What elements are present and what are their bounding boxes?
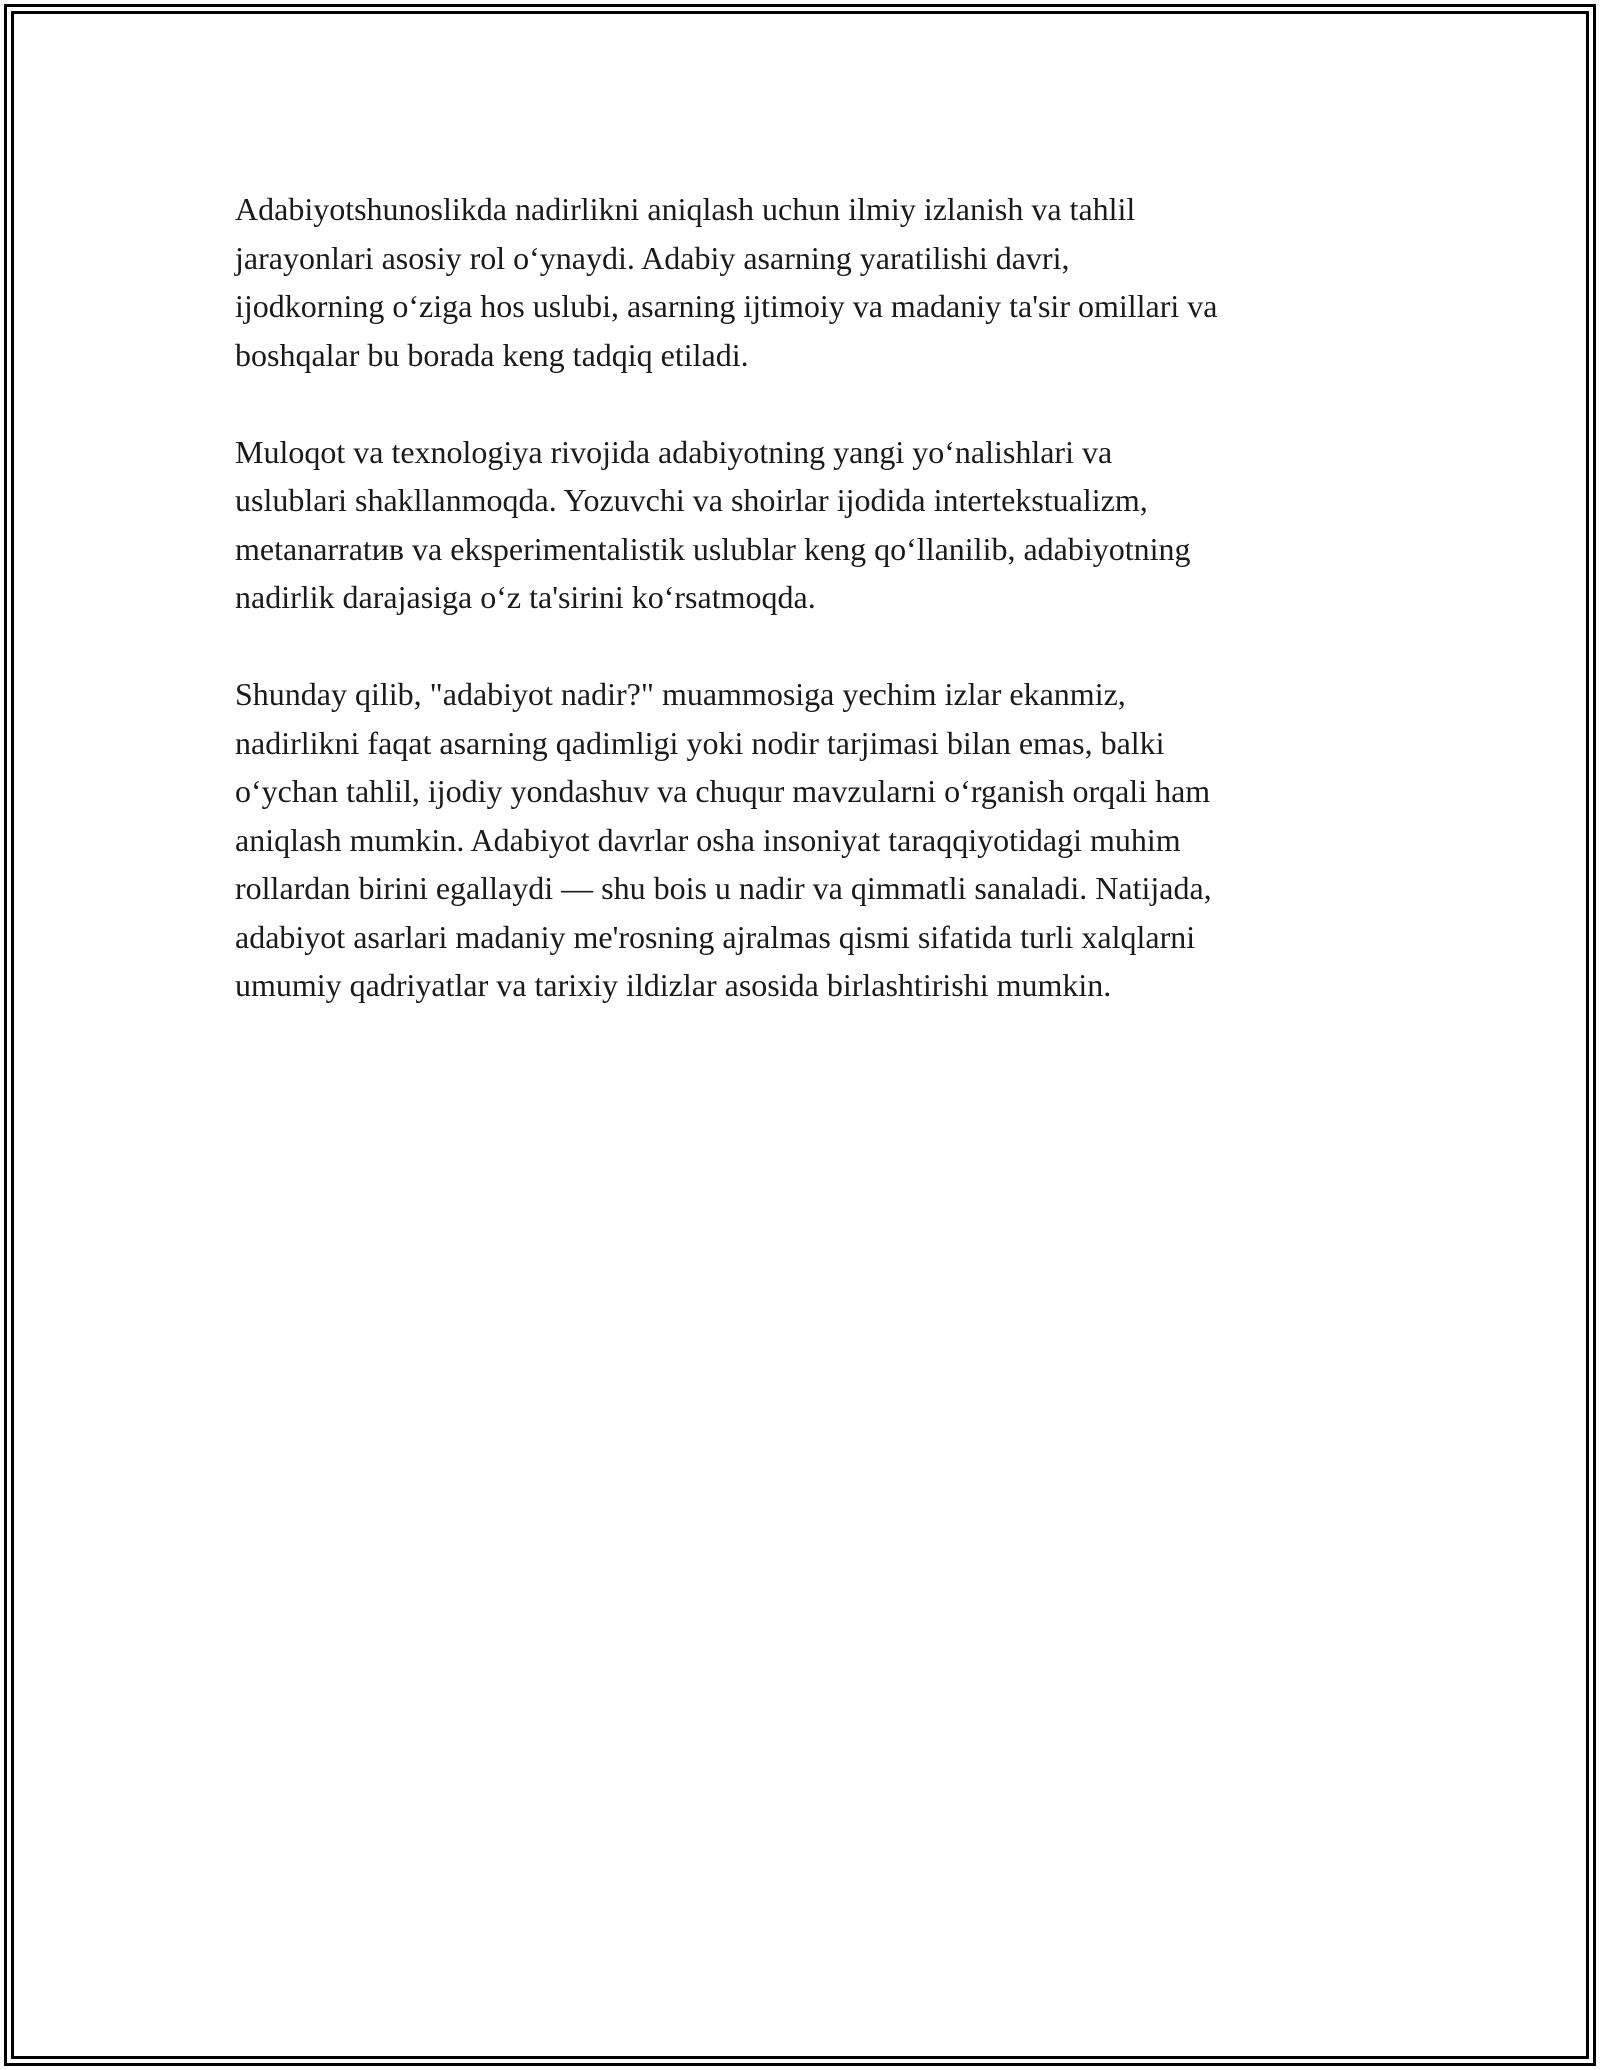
- paragraph-line: Adabiyotshunoslikda nadirlikni aniqlash uchun ilmiy izlanish va tahlil: [235, 191, 1136, 227]
- paragraph-2: [235, 428, 1385, 622]
- paragraph-line: o‘ychan tahlil, ijodiy yondashuv va chuqur mavzularni o‘rganish orqali ham: [235, 773, 1211, 809]
- paragraph-line: Shunday qilib, "adabiyot nadir?" muammosiga yechim izlar ekanmiz,: [235, 676, 1126, 712]
- paragraph-line: ijodkorning o‘ziga hos uslubi, asarning ijtimoiy va madaniy ta'sir omillari va: [235, 288, 1218, 324]
- paragraph-line: aniqlash mumkin. Adabiyot davrlar osha insoniyat taraqqiyotidagi muhim: [235, 821, 1181, 858]
- paragraph-line: umumiy qadriyatlar va tarixiy ildizlar asosida birlashtirishi mumkin.: [235, 967, 1112, 1003]
- paragraph-line: uslublari shakllanmoqda. Yozuvchi va shoirlar ijodida intertekstualizm,: [235, 482, 1148, 518]
- paragraph-line: nadirlikni faqat asarning qadimligi yoki nodir tarjimasi bilan emas, balki: [235, 724, 1165, 761]
- paragraph-line: adabiyot asarlari madaniy me'rosning ajralmas qismi sifatida turli xalqlarni: [235, 918, 1196, 955]
- paragraph-3: [235, 670, 1385, 1010]
- document-body: [235, 185, 1385, 1058]
- paragraph-line: jarayonlari asosiy rol o‘ynaydi. Adabiy asarning yaratilishi davri,: [235, 239, 1070, 276]
- paragraph-line: rollardan birini egallaydi — shu bois u nadir va qimmatli sanaladi. Natijada,: [235, 870, 1212, 906]
- paragraph-line: boshqalar bu borada keng tadqiq etiladi.: [235, 336, 749, 373]
- paragraph-line: nadirlik darajasiga o‘z ta'sirini ko‘rsatmoqda.: [235, 579, 816, 615]
- paragraph-line: metanarratив va eksperimentalistik uslublar keng qo‘llanilib, adabiyotning: [235, 530, 1191, 567]
- paragraph-1: [235, 185, 1385, 379]
- paragraph-line: Muloqot va texnologiya rivojida adabiyotning yangi yo‘nalishlari va: [235, 433, 1113, 470]
